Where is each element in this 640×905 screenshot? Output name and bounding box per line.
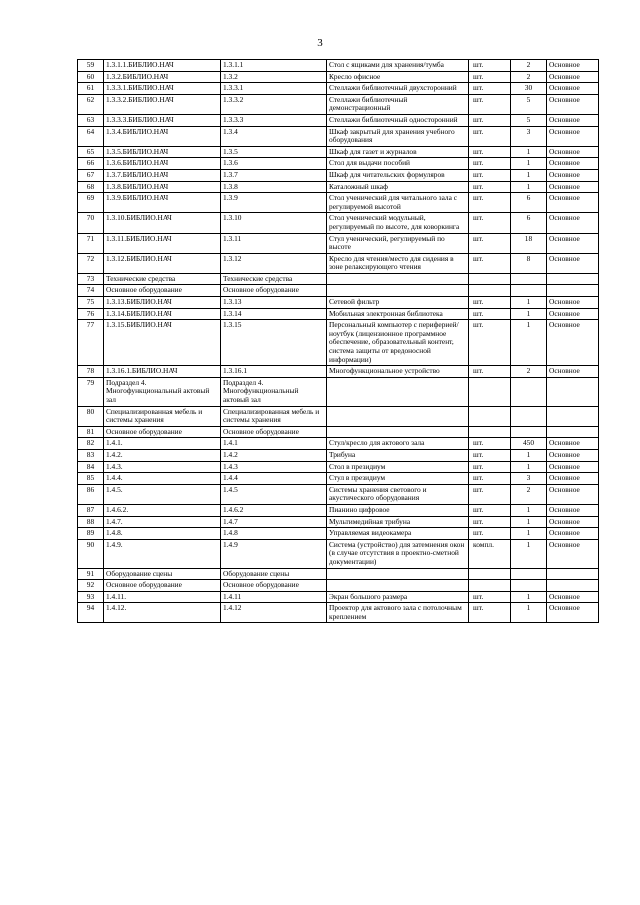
item-name-cell: Система (устройство) для затемнения окон (в случае отсутствия в проектно-сметной документации) bbox=[327, 539, 469, 568]
quantity-cell: 1 bbox=[511, 449, 547, 461]
item-name-cell: Стул в президиум bbox=[327, 473, 469, 485]
type-cell: Основное bbox=[547, 449, 599, 461]
table-row bbox=[78, 126, 599, 146]
row-number-cell: 74 bbox=[78, 285, 104, 297]
type-cell: Основное bbox=[547, 126, 599, 146]
unit-cell: шт. bbox=[469, 60, 511, 72]
unit-cell: шт. bbox=[469, 308, 511, 320]
type-cell bbox=[547, 568, 599, 580]
row-number-cell: 66 bbox=[78, 158, 104, 170]
table-row bbox=[78, 504, 599, 516]
reference-code-cell: 1.4.3 bbox=[221, 461, 327, 473]
item-code-cell: 1.4.8. bbox=[104, 528, 221, 540]
row-number-cell: 67 bbox=[78, 169, 104, 181]
reference-code-cell: 1.3.13 bbox=[221, 297, 327, 309]
equipment-table bbox=[77, 59, 599, 623]
row-number-cell: 84 bbox=[78, 461, 104, 473]
unit-cell bbox=[469, 377, 511, 406]
unit-cell: шт. bbox=[469, 504, 511, 516]
table-row bbox=[78, 146, 599, 158]
reference-code-cell: Подраздел 4. Многофункциональный актовый зал bbox=[221, 377, 327, 406]
quantity-cell: 5 bbox=[511, 114, 547, 126]
item-code-cell: 1.3.13.БИБЛИО.НАЧ bbox=[104, 297, 221, 309]
type-cell: Основное bbox=[547, 158, 599, 170]
table-row bbox=[78, 213, 599, 233]
item-name-cell: Персональный компьютер с периферией/ноутбук (лицензионное программное обеспечение, образовательный контент, система защиты от вредоносной информации) bbox=[327, 320, 469, 366]
row-number-cell: 79 bbox=[78, 377, 104, 406]
item-code-cell: 1.3.4.БИБЛИО.НАЧ bbox=[104, 126, 221, 146]
reference-code-cell: 1.4.2 bbox=[221, 449, 327, 461]
unit-cell bbox=[469, 406, 511, 426]
type-cell: Основное bbox=[547, 528, 599, 540]
row-number-cell: 81 bbox=[78, 426, 104, 438]
item-name-cell bbox=[327, 285, 469, 297]
table-row bbox=[78, 366, 599, 378]
type-cell bbox=[547, 580, 599, 592]
item-code-cell: 1.4.9. bbox=[104, 539, 221, 568]
item-code-cell: 1.3.14.БИБЛИО.НАЧ bbox=[104, 308, 221, 320]
type-cell: Основное bbox=[547, 146, 599, 158]
type-cell: Основное bbox=[547, 539, 599, 568]
unit-cell bbox=[469, 426, 511, 438]
item-name-cell bbox=[327, 580, 469, 592]
item-name-cell: Кресло для чтения/место для сидения в зоне релаксирующего чтения bbox=[327, 253, 469, 273]
unit-cell: шт. bbox=[469, 193, 511, 213]
reference-code-cell: Основное оборудование bbox=[221, 426, 327, 438]
item-name-cell bbox=[327, 426, 469, 438]
table-row bbox=[78, 516, 599, 528]
quantity-cell: 1 bbox=[511, 308, 547, 320]
row-number-cell: 90 bbox=[78, 539, 104, 568]
quantity-cell: 1 bbox=[511, 169, 547, 181]
item-code-cell: 1.3.10.БИБЛИО.НАЧ bbox=[104, 213, 221, 233]
row-number-cell: 69 bbox=[78, 193, 104, 213]
quantity-cell bbox=[511, 406, 547, 426]
type-cell: Основное bbox=[547, 516, 599, 528]
table-row bbox=[78, 580, 599, 592]
item-code-cell: Специализированная мебель и системы хранения bbox=[104, 406, 221, 426]
quantity-cell: 450 bbox=[511, 438, 547, 450]
unit-cell: шт. bbox=[469, 114, 511, 126]
unit-cell: шт. bbox=[469, 516, 511, 528]
item-name-cell: Стол ученический модульный, регулируемый по высоте, для коворкинга bbox=[327, 213, 469, 233]
reference-code-cell: 1.3.2 bbox=[221, 71, 327, 83]
item-name-cell: Многофункциональное устройство bbox=[327, 366, 469, 378]
item-code-cell: Подраздел 4. Многофункциональный актовый зал bbox=[104, 377, 221, 406]
reference-code-cell: 1.3.4 bbox=[221, 126, 327, 146]
item-name-cell: Стол с ящиками для хранения/тумба bbox=[327, 60, 469, 72]
table-row bbox=[78, 308, 599, 320]
item-code-cell: 1.3.8.БИБЛИО.НАЧ bbox=[104, 181, 221, 193]
item-code-cell: 1.3.3.2.БИБЛИО.НАЧ bbox=[104, 94, 221, 114]
unit-cell bbox=[469, 273, 511, 285]
quantity-cell: 1 bbox=[511, 320, 547, 366]
row-number-cell: 86 bbox=[78, 484, 104, 504]
reference-code-cell: Оборудование сцены bbox=[221, 568, 327, 580]
table-row bbox=[78, 449, 599, 461]
quantity-cell: 8 bbox=[511, 253, 547, 273]
table-row bbox=[78, 83, 599, 95]
item-code-cell: 1.3.9.БИБЛИО.НАЧ bbox=[104, 193, 221, 213]
quantity-cell: 5 bbox=[511, 94, 547, 114]
table-row bbox=[78, 60, 599, 72]
item-code-cell: 1.4.4. bbox=[104, 473, 221, 485]
unit-cell: шт. bbox=[469, 94, 511, 114]
table-row bbox=[78, 285, 599, 297]
quantity-cell bbox=[511, 273, 547, 285]
table-row bbox=[78, 591, 599, 603]
reference-code-cell: 1.3.15 bbox=[221, 320, 327, 366]
type-cell: Основное bbox=[547, 60, 599, 72]
reference-code-cell: 1.3.16.1 bbox=[221, 366, 327, 378]
row-number-cell: 91 bbox=[78, 568, 104, 580]
type-cell: Основное bbox=[547, 438, 599, 450]
table-row bbox=[78, 193, 599, 213]
unit-cell: компл. bbox=[469, 539, 511, 568]
reference-code-cell: 1.3.9 bbox=[221, 193, 327, 213]
quantity-cell: 1 bbox=[511, 504, 547, 516]
item-code-cell: 1.4.5. bbox=[104, 484, 221, 504]
type-cell bbox=[547, 285, 599, 297]
type-cell: Основное bbox=[547, 308, 599, 320]
reference-code-cell: Основное оборудование bbox=[221, 285, 327, 297]
table-body bbox=[78, 60, 599, 623]
item-name-cell bbox=[327, 406, 469, 426]
type-cell bbox=[547, 377, 599, 406]
table-row bbox=[78, 169, 599, 181]
type-cell: Основное bbox=[547, 253, 599, 273]
quantity-cell bbox=[511, 580, 547, 592]
type-cell: Основное bbox=[547, 94, 599, 114]
type-cell: Основное bbox=[547, 83, 599, 95]
unit-cell: шт. bbox=[469, 528, 511, 540]
table-row bbox=[78, 114, 599, 126]
unit-cell bbox=[469, 580, 511, 592]
item-name-cell bbox=[327, 568, 469, 580]
reference-code-cell: 1.4.4 bbox=[221, 473, 327, 485]
quantity-cell: 1 bbox=[511, 539, 547, 568]
table-row bbox=[78, 181, 599, 193]
unit-cell: шт. bbox=[469, 71, 511, 83]
unit-cell: шт. bbox=[469, 83, 511, 95]
item-name-cell: Управляемая видеокамера bbox=[327, 528, 469, 540]
item-name-cell: Проектор для актового зала с потолочным креплением bbox=[327, 603, 469, 623]
unit-cell: шт. bbox=[469, 253, 511, 273]
quantity-cell bbox=[511, 568, 547, 580]
unit-cell: шт. bbox=[469, 603, 511, 623]
type-cell: Основное bbox=[547, 233, 599, 253]
item-code-cell: 1.4.7. bbox=[104, 516, 221, 528]
type-cell: Основное bbox=[547, 169, 599, 181]
quantity-cell: 3 bbox=[511, 126, 547, 146]
item-code-cell: 1.3.7.БИБЛИО.НАЧ bbox=[104, 169, 221, 181]
unit-cell: шт. bbox=[469, 126, 511, 146]
row-number-cell: 70 bbox=[78, 213, 104, 233]
item-code-cell: 1.3.11.БИБЛИО.НАЧ bbox=[104, 233, 221, 253]
unit-cell: шт. bbox=[469, 449, 511, 461]
type-cell: Основное bbox=[547, 320, 599, 366]
row-number-cell: 82 bbox=[78, 438, 104, 450]
quantity-cell: 1 bbox=[511, 461, 547, 473]
item-name-cell: Системы хранения светового и акустического оборудования bbox=[327, 484, 469, 504]
quantity-cell: 1 bbox=[511, 528, 547, 540]
item-name-cell: Стол в президиум bbox=[327, 461, 469, 473]
row-number-cell: 78 bbox=[78, 366, 104, 378]
reference-code-cell: 1.4.5 bbox=[221, 484, 327, 504]
row-number-cell: 60 bbox=[78, 71, 104, 83]
item-name-cell: Мобильная электронная библиотека bbox=[327, 308, 469, 320]
table-row bbox=[78, 484, 599, 504]
reference-code-cell: 1.3.1.1 bbox=[221, 60, 327, 72]
quantity-cell: 1 bbox=[511, 181, 547, 193]
unit-cell: шт. bbox=[469, 233, 511, 253]
item-code-cell: Технические средства bbox=[104, 273, 221, 285]
quantity-cell: 2 bbox=[511, 484, 547, 504]
row-number-cell: 80 bbox=[78, 406, 104, 426]
unit-cell: шт. bbox=[469, 473, 511, 485]
quantity-cell: 30 bbox=[511, 83, 547, 95]
table-row bbox=[78, 377, 599, 406]
item-code-cell: 1.4.2. bbox=[104, 449, 221, 461]
unit-cell bbox=[469, 285, 511, 297]
unit-cell: шт. bbox=[469, 438, 511, 450]
item-name-cell: Стеллажи библиотечный двухсторонний bbox=[327, 83, 469, 95]
reference-code-cell: 1.3.3.1 bbox=[221, 83, 327, 95]
type-cell: Основное bbox=[547, 366, 599, 378]
row-number-cell: 65 bbox=[78, 146, 104, 158]
table-row bbox=[78, 406, 599, 426]
table-row bbox=[78, 273, 599, 285]
reference-code-cell: 1.3.11 bbox=[221, 233, 327, 253]
row-number-cell: 71 bbox=[78, 233, 104, 253]
row-number-cell: 68 bbox=[78, 181, 104, 193]
reference-code-cell: 1.3.7 bbox=[221, 169, 327, 181]
quantity-cell: 2 bbox=[511, 60, 547, 72]
item-code-cell: 1.3.1.1.БИБЛИО.НАЧ bbox=[104, 60, 221, 72]
quantity-cell: 1 bbox=[511, 591, 547, 603]
item-code-cell: 1.3.3.1.БИБЛИО.НАЧ bbox=[104, 83, 221, 95]
table-row bbox=[78, 438, 599, 450]
quantity-cell: 1 bbox=[511, 297, 547, 309]
reference-code-cell: 1.4.8 bbox=[221, 528, 327, 540]
reference-code-cell: 1.3.3.2 bbox=[221, 94, 327, 114]
reference-code-cell: 1.3.14 bbox=[221, 308, 327, 320]
row-number-cell: 75 bbox=[78, 297, 104, 309]
type-cell: Основное bbox=[547, 181, 599, 193]
table-row bbox=[78, 94, 599, 114]
reference-code-cell: 1.4.1 bbox=[221, 438, 327, 450]
row-number-cell: 87 bbox=[78, 504, 104, 516]
reference-code-cell: Специализированная мебель и системы хранения bbox=[221, 406, 327, 426]
item-code-cell: Основное оборудование bbox=[104, 285, 221, 297]
type-cell: Основное bbox=[547, 504, 599, 516]
item-code-cell: 1.4.11. bbox=[104, 591, 221, 603]
row-number-cell: 72 bbox=[78, 253, 104, 273]
row-number-cell: 62 bbox=[78, 94, 104, 114]
item-name-cell: Кресло офисное bbox=[327, 71, 469, 83]
item-name-cell: Шкаф закрытый для хранения учебного оборудования bbox=[327, 126, 469, 146]
item-name-cell: Шкаф для читательских формуляров bbox=[327, 169, 469, 181]
table-row bbox=[78, 603, 599, 623]
quantity-cell: 1 bbox=[511, 516, 547, 528]
table-row bbox=[78, 568, 599, 580]
item-code-cell: 1.3.16.1.БИБЛИО.НАЧ bbox=[104, 366, 221, 378]
quantity-cell: 1 bbox=[511, 603, 547, 623]
row-number-cell: 94 bbox=[78, 603, 104, 623]
quantity-cell bbox=[511, 377, 547, 406]
unit-cell: шт. bbox=[469, 181, 511, 193]
unit-cell: шт. bbox=[469, 366, 511, 378]
type-cell bbox=[547, 426, 599, 438]
unit-cell: шт. bbox=[469, 158, 511, 170]
quantity-cell: 18 bbox=[511, 233, 547, 253]
unit-cell: шт. bbox=[469, 169, 511, 181]
row-number-cell: 89 bbox=[78, 528, 104, 540]
item-code-cell: 1.4.3. bbox=[104, 461, 221, 473]
item-code-cell: 1.3.15.БИБЛИО.НАЧ bbox=[104, 320, 221, 366]
item-code-cell: 1.3.5.БИБЛИО.НАЧ bbox=[104, 146, 221, 158]
item-name-cell: Сетевой фильтр bbox=[327, 297, 469, 309]
item-code-cell: 1.3.2.БИБЛИО.НАЧ bbox=[104, 71, 221, 83]
type-cell bbox=[547, 406, 599, 426]
table-row bbox=[78, 233, 599, 253]
table-row bbox=[78, 426, 599, 438]
unit-cell: шт. bbox=[469, 297, 511, 309]
quantity-cell: 1 bbox=[511, 158, 547, 170]
row-number-cell: 64 bbox=[78, 126, 104, 146]
item-name-cell: Трибуна bbox=[327, 449, 469, 461]
item-name-cell: Пианино цифровое bbox=[327, 504, 469, 516]
item-name-cell bbox=[327, 273, 469, 285]
quantity-cell: 3 bbox=[511, 473, 547, 485]
reference-code-cell: Технические средства bbox=[221, 273, 327, 285]
table-row bbox=[78, 253, 599, 273]
reference-code-cell: 1.4.12 bbox=[221, 603, 327, 623]
type-cell: Основное bbox=[547, 114, 599, 126]
reference-code-cell: 1.4.6.2 bbox=[221, 504, 327, 516]
item-name-cell bbox=[327, 377, 469, 406]
item-name-cell: Шкаф для газет и журналов bbox=[327, 146, 469, 158]
unit-cell: шт. bbox=[469, 146, 511, 158]
type-cell: Основное bbox=[547, 71, 599, 83]
type-cell: Основное bbox=[547, 603, 599, 623]
reference-code-cell: 1.4.9 bbox=[221, 539, 327, 568]
reference-code-cell: 1.3.5 bbox=[221, 146, 327, 158]
row-number-cell: 83 bbox=[78, 449, 104, 461]
row-number-cell: 63 bbox=[78, 114, 104, 126]
quantity-cell: 2 bbox=[511, 71, 547, 83]
type-cell: Основное bbox=[547, 473, 599, 485]
quantity-cell: 6 bbox=[511, 193, 547, 213]
item-name-cell: Каталожный шкаф bbox=[327, 181, 469, 193]
item-code-cell: 1.3.3.3.БИБЛИО.НАЧ bbox=[104, 114, 221, 126]
item-code-cell: 1.4.12. bbox=[104, 603, 221, 623]
row-number-cell: 85 bbox=[78, 473, 104, 485]
type-cell: Основное bbox=[547, 297, 599, 309]
row-number-cell: 61 bbox=[78, 83, 104, 95]
unit-cell: шт. bbox=[469, 213, 511, 233]
item-code-cell: Основное оборудование bbox=[104, 580, 221, 592]
item-name-cell: Стул/кресло для актового зала bbox=[327, 438, 469, 450]
unit-cell: шт. bbox=[469, 591, 511, 603]
unit-cell: шт. bbox=[469, 484, 511, 504]
quantity-cell bbox=[511, 285, 547, 297]
item-code-cell: 1.4.6.2. bbox=[104, 504, 221, 516]
type-cell: Основное bbox=[547, 591, 599, 603]
unit-cell: шт. bbox=[469, 461, 511, 473]
item-name-cell: Мультимедийная трибуна bbox=[327, 516, 469, 528]
type-cell: Основное bbox=[547, 213, 599, 233]
row-number-cell: 93 bbox=[78, 591, 104, 603]
quantity-cell: 2 bbox=[511, 366, 547, 378]
row-number-cell: 59 bbox=[78, 60, 104, 72]
unit-cell: шт. bbox=[469, 320, 511, 366]
reference-code-cell: 1.3.10 bbox=[221, 213, 327, 233]
quantity-cell bbox=[511, 426, 547, 438]
reference-code-cell: 1.3.12 bbox=[221, 253, 327, 273]
reference-code-cell: 1.3.6 bbox=[221, 158, 327, 170]
type-cell: Основное bbox=[547, 193, 599, 213]
type-cell: Основное bbox=[547, 461, 599, 473]
table-row bbox=[78, 320, 599, 366]
table-row bbox=[78, 297, 599, 309]
table-row bbox=[78, 461, 599, 473]
item-name-cell: Стеллажи библиотечный односторонний bbox=[327, 114, 469, 126]
row-number-cell: 88 bbox=[78, 516, 104, 528]
reference-code-cell: Основное оборудование bbox=[221, 580, 327, 592]
unit-cell bbox=[469, 568, 511, 580]
type-cell: Основное bbox=[547, 484, 599, 504]
type-cell bbox=[547, 273, 599, 285]
item-code-cell: 1.4.1. bbox=[104, 438, 221, 450]
table-row bbox=[78, 71, 599, 83]
item-name-cell: Стул ученический, регулируемый по высоте bbox=[327, 233, 469, 253]
table-row bbox=[78, 539, 599, 568]
row-number-cell: 73 bbox=[78, 273, 104, 285]
row-number-cell: 77 bbox=[78, 320, 104, 366]
row-number-cell: 76 bbox=[78, 308, 104, 320]
item-name-cell: Стол для выдачи пособий bbox=[327, 158, 469, 170]
table-row bbox=[78, 473, 599, 485]
page-number: 3 bbox=[317, 37, 323, 49]
item-code-cell: 1.3.12.БИБЛИО.НАЧ bbox=[104, 253, 221, 273]
item-code-cell: 1.3.6.БИБЛИО.НАЧ bbox=[104, 158, 221, 170]
item-code-cell: Основное оборудование bbox=[104, 426, 221, 438]
table-row bbox=[78, 528, 599, 540]
item-code-cell: Оборудование сцены bbox=[104, 568, 221, 580]
item-name-cell: Стол ученический для читального зала с регулируемой высотой bbox=[327, 193, 469, 213]
reference-code-cell: 1.4.11 bbox=[221, 591, 327, 603]
row-number-cell: 92 bbox=[78, 580, 104, 592]
quantity-cell: 6 bbox=[511, 213, 547, 233]
item-name-cell: Стеллажи библиотечный демонстрационный bbox=[327, 94, 469, 114]
table-row bbox=[78, 158, 599, 170]
reference-code-cell: 1.4.7 bbox=[221, 516, 327, 528]
reference-code-cell: 1.3.8 bbox=[221, 181, 327, 193]
item-name-cell: Экран большого размера bbox=[327, 591, 469, 603]
quantity-cell: 1 bbox=[511, 146, 547, 158]
reference-code-cell: 1.3.3.3 bbox=[221, 114, 327, 126]
